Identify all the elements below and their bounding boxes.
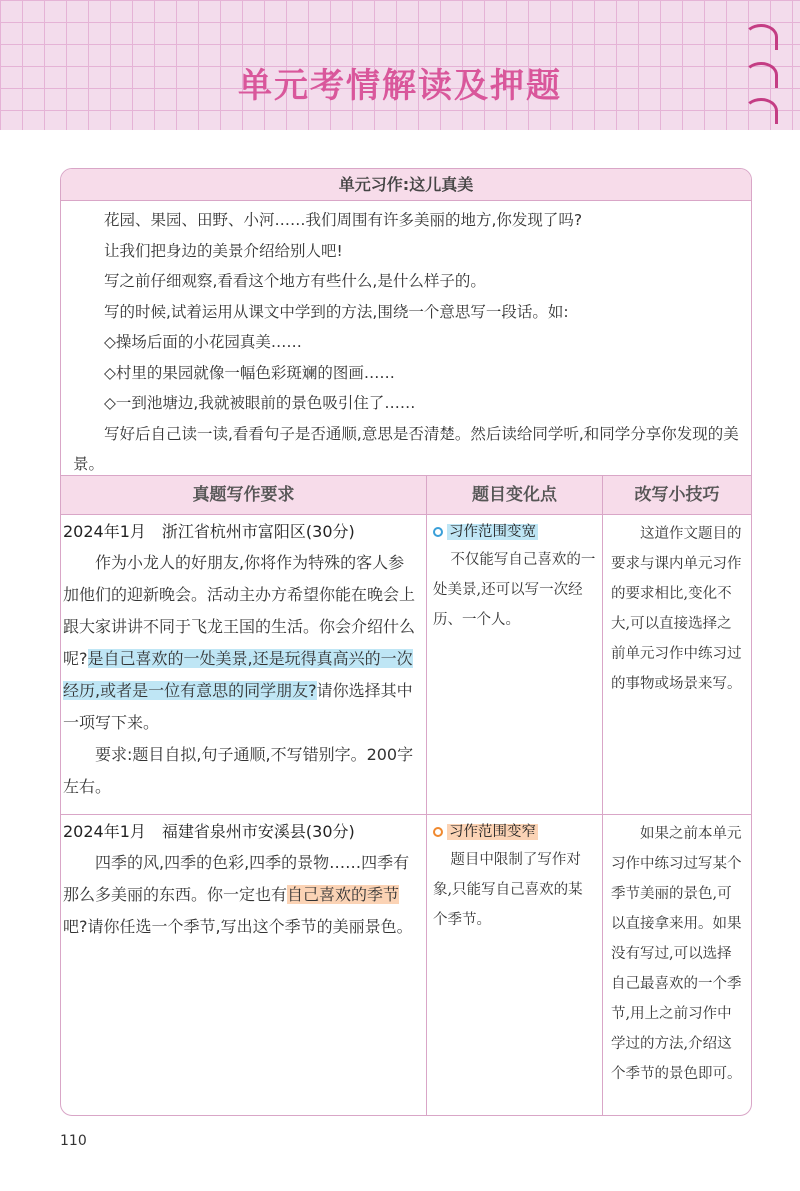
change-point-title	[433, 519, 596, 545]
prompt-text: 请你选择其中一项写下来。	[63, 681, 413, 732]
exam-requirement-cell	[61, 515, 427, 814]
prompt-text: 吧?请你任选一个季节,写出这个季节的美丽景色。	[63, 917, 413, 936]
change-point-text: 题目中限制了写作对象,只能写自己喜欢的某个季节。	[433, 852, 583, 928]
exam-prompt	[63, 547, 420, 739]
card-title: 单元习作:这儿真美	[61, 169, 751, 201]
column-header: 真题写作要求	[61, 476, 427, 514]
intro-line: 让我们把身边的美景介绍给别人吧!	[104, 241, 343, 260]
tip-cell	[603, 515, 751, 814]
assignment-intro	[61, 201, 751, 480]
exam-prompt	[63, 847, 420, 943]
exam-source: 2024年1月 浙江省杭州市富阳区(30分)	[63, 522, 355, 541]
intro-line: 写好后自己读一读,看看句子是否通顺,意思是否清楚。然后读给同学听,和同学分享你发现的美景。	[73, 424, 739, 473]
exam-source: 2024年1月 福建省泉州市安溪县(30分)	[63, 822, 355, 841]
change-point-title	[433, 819, 596, 845]
tip-cell	[603, 815, 751, 1115]
intro-line: ◇一到池塘边,我就被眼前的景色吸引住了……	[104, 394, 416, 412]
prompt-text: 作为小龙人的好朋友,你将作为特殊的客人参加他们的迎新晚会。活动主办方希望你能在晚会上跟大家讲讲不同于飞龙王国的生活。你会介绍什么呢?	[63, 553, 416, 668]
intro-line: 写的时候,试着运用从课文中学到的方法,围绕一个意思写一段话。如:	[104, 302, 569, 321]
header-band	[0, 0, 800, 130]
tip-text: 如果之前本单元习作中练习过写某个季节美丽的景色,可以直接拿来用。如果没有写过,可以选择自己最喜欢的一个季节,用上之前习作中学过的方法,介绍这个季节的景色即可。	[611, 826, 742, 1082]
exam-requirement-cell	[61, 815, 427, 1115]
content-card	[60, 168, 752, 1116]
binder-ring-icon	[744, 24, 778, 50]
table-row	[61, 815, 751, 1115]
table-header	[61, 475, 751, 515]
highlighted-text: 自己喜欢的季节	[287, 885, 400, 904]
table-row	[61, 515, 751, 815]
intro-line: 花园、果园、田野、小河……我们周围有许多美丽的地方,你发现了吗?	[104, 211, 583, 229]
tip-text: 这道作文题目的要求与课内单元习作的要求相比,变化不大,可以直接选择之前单元习作中练习过的事物或场景来写。	[611, 526, 742, 692]
column-header: 改写小技巧	[634, 485, 720, 505]
column-header: 题目变化点	[427, 476, 603, 514]
change-point-cell	[427, 515, 603, 814]
intro-line: ◇村里的果园就像一幅色彩斑斓的图画……	[104, 363, 395, 382]
change-point-label: 习作范围变宽	[449, 524, 536, 540]
page-number: 110	[60, 1133, 87, 1149]
intro-line: 写之前仔细观察,看看这个地方有些什么,是什么样子的。	[104, 272, 486, 290]
change-point-cell	[427, 815, 603, 1115]
circle-bullet-icon	[433, 527, 443, 537]
exam-requirements: 要求:题目自拟,句子通顺,不写错别字。200字左右。	[63, 745, 414, 796]
change-point-text: 不仅能写自己喜欢的一处美景,还可以写一次经历、一个人。	[433, 552, 596, 628]
highlighted-text: 是自己喜欢的一处美景,还是玩得真高兴的一次经历,或者是一位有意思的同学朋友?	[63, 649, 413, 700]
prompt-text: 四季的风,四季的色彩,四季的景物……四季有那么多美丽的东西。你一定也有	[63, 853, 410, 904]
circle-bullet-icon	[433, 827, 443, 837]
page-title: 单元考情解读及押题	[238, 66, 562, 106]
intro-line: ◇操场后面的小花园真美……	[104, 333, 302, 351]
change-point-label: 习作范围变窄	[449, 824, 536, 840]
